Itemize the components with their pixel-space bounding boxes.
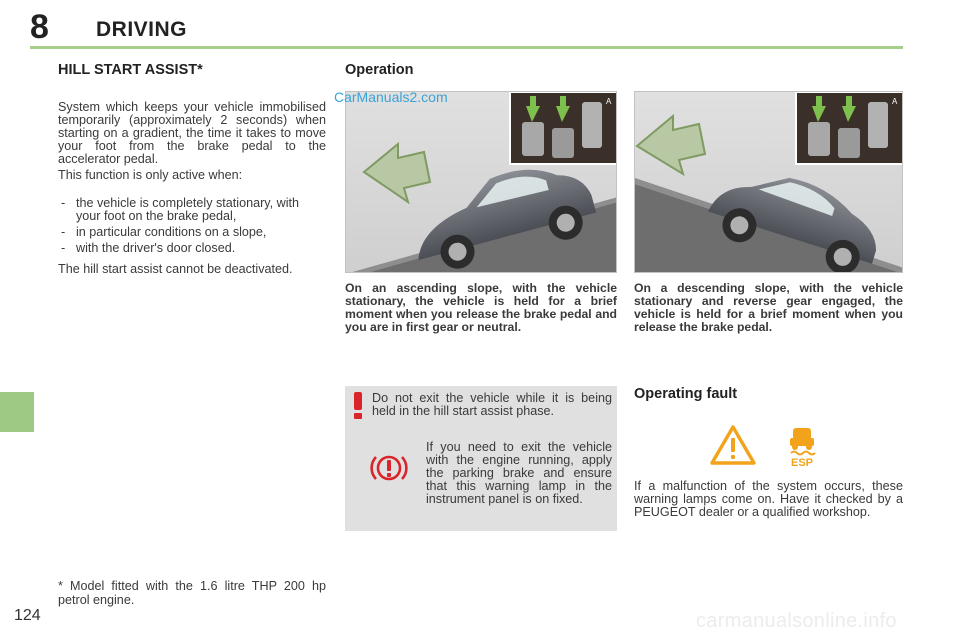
brake-warning-lamp-icon [370,451,408,485]
watermark-text: CarManuals2.com [334,89,448,105]
condition-item: - in particular conditions on a slope, [58,226,326,239]
exclamation-icon [350,392,366,420]
page-number: 124 [14,607,41,624]
warning-triangle-icon [710,424,756,466]
ascending-caption: On an ascending slope, with the vehicle stationary, the vehicle is held for a brief moment when you release the brake pedal and you are in first gear or neutral. [345,281,617,334]
active-when-paragraph: This function is only active when: [58,168,243,182]
conditions-list [58,197,326,258]
descending-caption: On a descending slope, with the vehicle stationary and reverse gear engaged, the vehicle is held for a brief moment when you release the brake pedal. [634,281,903,334]
esp-warning-icon [785,424,819,468]
svg-text:A: A [892,97,898,106]
pedal-inset [796,92,903,164]
hill-start-heading: HILL START ASSIST* [58,62,203,78]
chapter-title: DRIVING [96,18,188,41]
descending-slope-illustration [634,91,903,273]
operating-fault-heading: Operating fault [634,386,738,402]
ascending-slope-illustration [345,91,617,273]
chapter-side-tab [0,392,34,432]
operation-heading: Operation [345,62,414,78]
header-rule [30,46,903,49]
warning-text-parking-brake: If you need to exit the vehicle with the engine running, apply the parking brake and ensure that this warning lamp in the instrument panel is on fixed. [426,440,612,506]
condition-item: - with the driver's door closed. [58,242,326,255]
footer-watermark: carmanualsonline.info [696,610,897,632]
operating-fault-text: If a malfunction of the system occurs, these warning lamps come on. Have it checked by a PEUGEOT dealer or a qualified workshop. [634,479,903,519]
warning-text-exit: Do not exit the vehicle while it is being held in the hill start assist phase. [372,391,612,418]
chapter-number: 8 [30,8,49,46]
hill-start-description [58,101,326,185]
cannot-deactivate-paragraph: The hill start assist cannot be deactivated. [58,262,293,276]
pedal-inset [510,92,617,164]
condition-item: - the vehicle is completely stationary, with your foot on the brake pedal, [58,197,326,223]
footnote: * Model fitted with the 1.6 litre THP 200 hp petrol engine. [58,579,326,607]
esp-label: ESP [790,457,814,468]
svg-text:A: A [606,97,612,106]
intro-paragraph: System which keeps your vehicle immobilised temporarily (approximately 2 seconds) when starting on a gradient, the time it takes to move your foot from the brake pedal to the accelerator pedal. [58,100,326,166]
